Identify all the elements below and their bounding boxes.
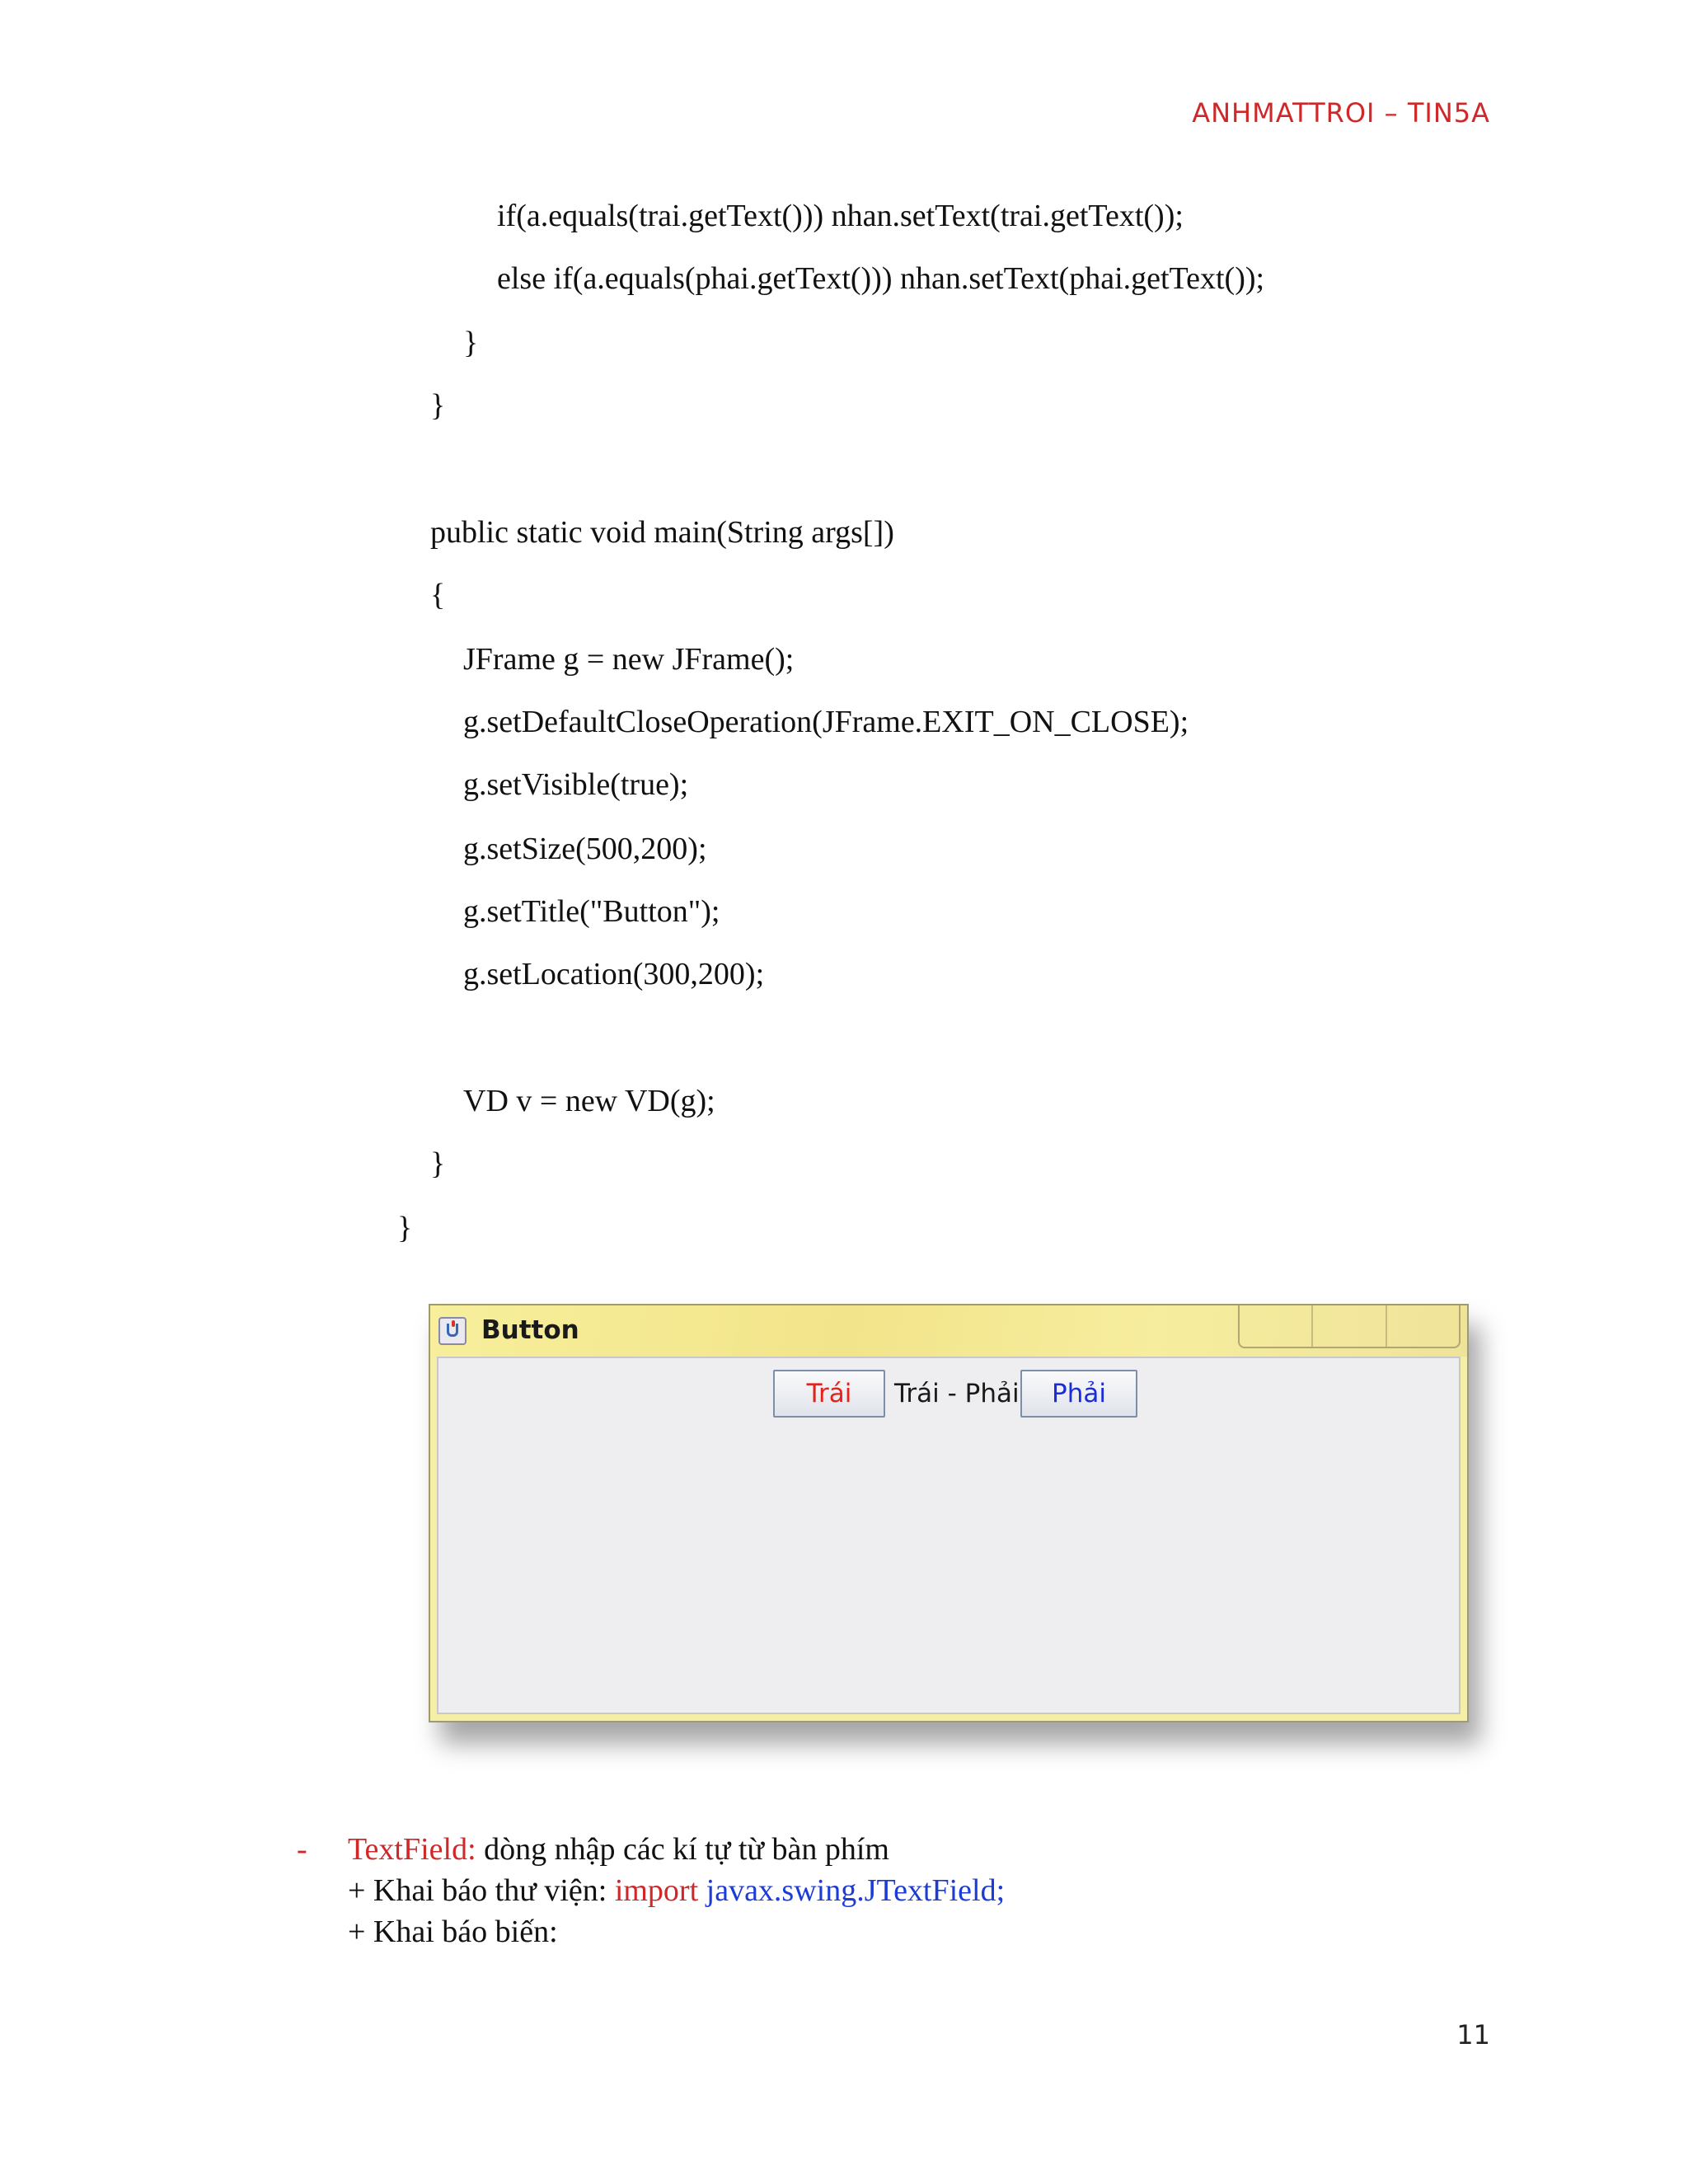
right-button[interactable]: Phải (1020, 1370, 1137, 1418)
code-line: } (397, 1211, 413, 1245)
import-package: javax.swing.JTextField; (706, 1873, 1006, 1908)
textfield-term: TextField: (348, 1832, 476, 1867)
minimize-button[interactable] (1240, 1305, 1313, 1347)
variable-declaration: + Khai báo biến: (348, 1915, 558, 1949)
code-line: g.setDefaultCloseOperation(JFrame.EXIT_ON_CLOSE); (463, 705, 1189, 739)
maximize-button[interactable] (1313, 1305, 1386, 1347)
code-line: g.setVisible(true); (463, 767, 689, 802)
code-line: g.setTitle("Button"); (463, 894, 720, 929)
java-coffee-icon (438, 1317, 467, 1345)
bullet-dash: - (297, 1832, 307, 1867)
import-space (698, 1873, 706, 1908)
code-line: g.setSize(500,200); (463, 832, 707, 866)
library-declaration (348, 1872, 1005, 1909)
window-title: Button (481, 1315, 579, 1345)
code-line: JFrame g = new JFrame(); (463, 642, 795, 677)
page-header: ANHMATTROI – TIN5A (1192, 97, 1490, 129)
textfield-definition: dòng nhập các kí tự từ bàn phím (476, 1832, 889, 1867)
close-button[interactable] (1387, 1305, 1459, 1347)
library-prefix: + Khai báo thư viện: (348, 1873, 615, 1908)
window-content (437, 1357, 1461, 1714)
code-line: public static void main(String args[]) (430, 515, 894, 550)
import-keyword: import (614, 1873, 699, 1908)
window-controls (1238, 1305, 1461, 1348)
code-line: VD v = new VD(g); (463, 1084, 715, 1118)
code-line: if(a.equals(trai.getText())) nhan.setText(trai.getText()); (497, 199, 1184, 233)
java-window-screenshot (429, 1304, 1469, 1722)
code-line: } (463, 326, 479, 360)
left-button[interactable]: Trái (773, 1370, 885, 1418)
code-line: } (430, 1146, 446, 1181)
result-label: Trái - Phải (894, 1379, 1020, 1408)
textfield-description (348, 1831, 889, 1868)
code-line: } (430, 388, 446, 423)
code-line: g.setLocation(300,200); (463, 957, 765, 991)
window-titlebar (430, 1305, 1467, 1357)
page-number: 11 (1456, 2019, 1490, 2050)
code-line: else if(a.equals(phai.getText())) nhan.setText(phai.getText()); (497, 261, 1265, 296)
code-line: { (430, 578, 446, 612)
